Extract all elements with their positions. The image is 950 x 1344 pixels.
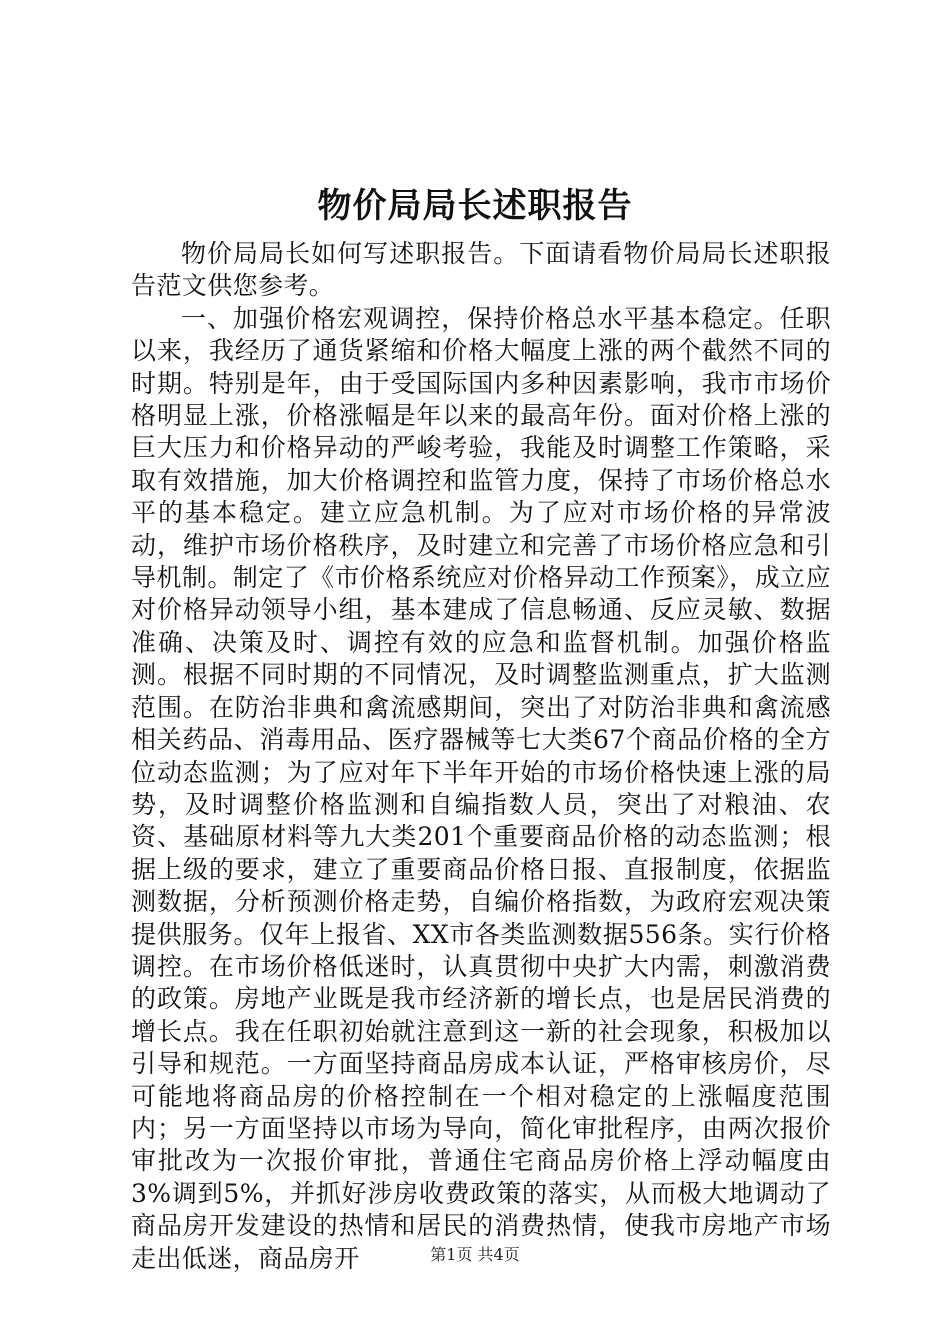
document-title: 物价局局长述职报告 [317, 186, 633, 226]
intro-paragraph: 物价局局长如何写述职报告。下面请看物价局局长述职报告范文供您参考。 [131, 239, 831, 301]
document-body [131, 238, 831, 1275]
page-footer: 第1页 共4页 [430, 1245, 520, 1264]
section-one-paragraph: 一、加强价格宏观调控，保持价格总水平基本稳定。任职以来，我经历了通货紧缩和价格大幅度上涨的两个截然不同的时期。特别是年，由于受国际国内多种因素影响，我市市场价格明显上涨，价格涨幅是年以来的最高年份。面对价格上涨的巨大压力和价格异动的严峻考验，我能及时调整工作策略，采取有效措施，加大价格调控和监管力度，保持了市场价格总水平的基本稳定。建立应急机制。为了应对市场价格的异常波动，维护市场价格秩序，及时建立和完善了市场价格应急和引导机制。制定了《市价格系统应对价格异动工作预案》，成立应对价格异动领导小组，基本建成了信息畅通、反应灵敏、数据准确、决策及时、调控有效的应急和监督机制。加强价格监测。根据不同时期的不同情况，及时调整监测重点，扩大监测范围。在防治非典和禽流感期间，突出了对防治非典和禽流感相关药品、消毒用品、医疗器械等七大类67个商品价格的全方位动态监测；为了应对年下半年开始的市场价格快速上涨的局势，及时调整价格监测和自编指数人员，突出了对粮油、农资、基础原材料等九大类201个重要商品价格的动态监测；根据上级的要求，建立了重要商品价格日报、直报制度，依据监测数据，分析预测价格走势，自编价格指数，为政府宏观决策提供服务。仅年上报省、XX市各类监测数据556条。实行价格调控。在市场价格低迷时，认真贯彻中央扩大内需，刺激消费的政策。房地产业既是我市经济新的增长点，也是居民消费的增长点。我在任职初始就注意到这一新的社会现象，积极加以引导和规范。一方面坚持商品房成本认证，严格审核房价，尽可能地将商品房的价格控制在一个相对稳定的上涨幅度范围内；另一方面坚持以市场为导向，简化审批程序，由两次报价审批改为一次报价审批，普通住宅商品房价格上浮动幅度由3%调到5%，并抓好涉房收费政策的落实，从而极大地调动了商品房开发建设的热情和居民的消费热情，使我市房地产市场走出低迷，商品房开 [131, 303, 831, 1273]
